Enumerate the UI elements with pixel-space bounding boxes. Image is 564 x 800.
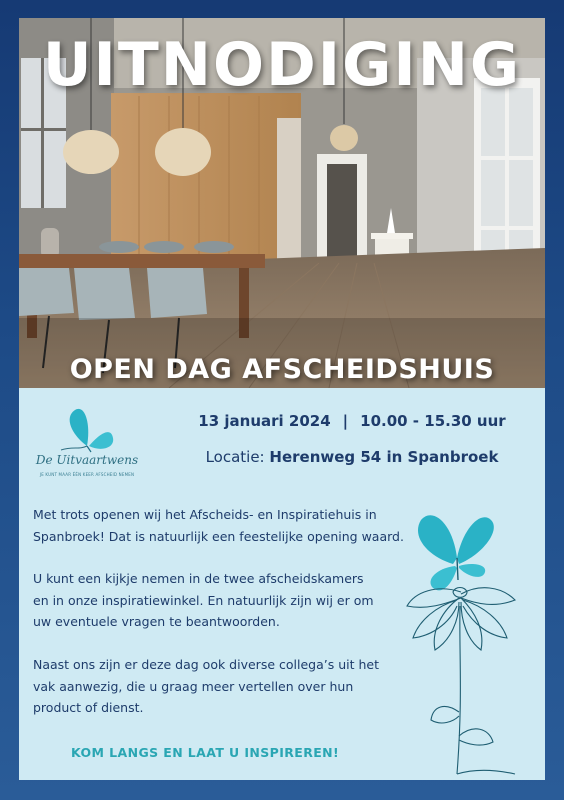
butterfly-icon	[31, 406, 143, 456]
invitation-title: UITNODIGING	[42, 30, 522, 100]
text-line: product of dienst.	[33, 700, 144, 715]
event-subtitle: OPEN DAG AFSCHEIDSHUIS	[69, 354, 495, 385]
text-line: Naast ons zijn er deze dag ook diverse collega’s uit het	[33, 657, 379, 672]
text-line: uw eventuele vragen te beantwoorden.	[33, 614, 280, 629]
intro-paragraph	[33, 504, 404, 547]
text-line: en in onze inspiratiewinkel. En natuurlijk zijn wij er om	[33, 592, 374, 608]
details-panel	[19, 388, 545, 780]
logo-name: De Uitvaartwens	[35, 453, 139, 467]
text-line: vak aanwezig, die u graag meer vertellen over hun	[33, 678, 354, 694]
event-date: 13 januari 2024	[198, 412, 331, 430]
text-line: Spanbroek! Dat is natuurlijk een feestelijke opening waard.	[33, 528, 404, 544]
visit-paragraph	[33, 568, 374, 633]
location-label: Locatie:	[205, 448, 265, 466]
text-line: U kunt een kijkje nemen in de twee afscheidskamers	[33, 571, 364, 586]
flower-butterfly-icon	[397, 506, 537, 776]
logo-tagline: JE KUNT MAAR ÉÉN KEER AFSCHEID NEMEN	[39, 472, 135, 477]
colleagues-paragraph	[33, 654, 379, 719]
company-logo	[31, 406, 143, 486]
date-time-line	[159, 412, 545, 430]
interior-photo	[19, 18, 545, 388]
location-line	[159, 448, 545, 466]
event-time: 10.00 - 15.30 uur	[360, 412, 506, 430]
text-line: Met trots openen wij het Afscheids- en Inspiratiehuis in	[33, 507, 377, 522]
call-to-action: KOM LANGS EN LAAT U INSPIREREN!	[71, 745, 340, 760]
location-address: Herenweg 54 in Spanbroek	[269, 448, 499, 466]
date-separator: |	[342, 412, 349, 430]
